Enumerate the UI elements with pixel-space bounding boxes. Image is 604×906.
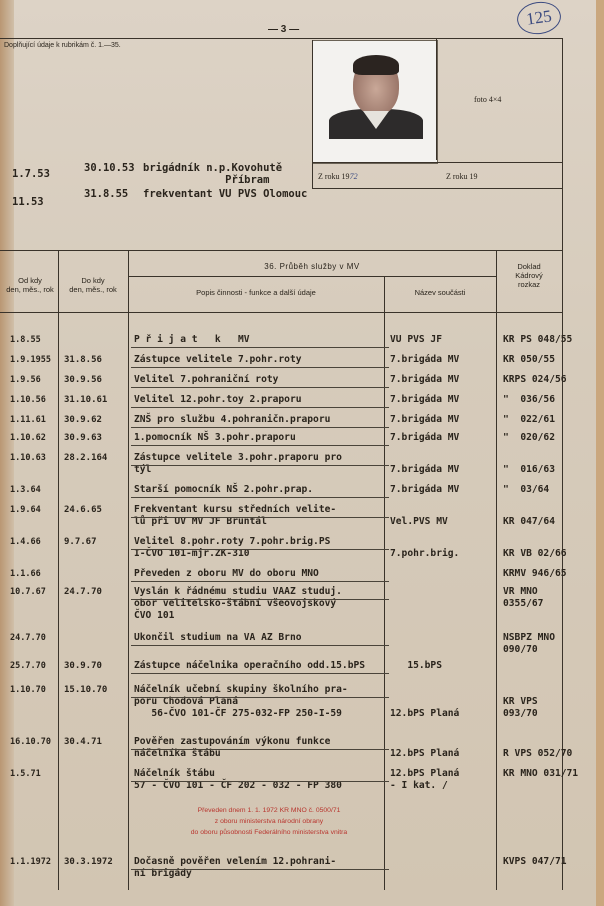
row-from: 1.10.70	[10, 685, 46, 695]
row-from: 1.1.1972	[10, 857, 51, 867]
row-from: 1.10.62	[10, 433, 46, 443]
row-document: KR VPS 093/70	[503, 696, 538, 719]
row-guide-line	[131, 673, 389, 674]
row-from: 1.9.64	[10, 505, 41, 515]
transfer-stamp-line: Převeden dnem 1. 1. 1972 KR MNO č. 0500/71	[197, 807, 341, 814]
row-document: " 020/62	[503, 432, 555, 443]
row-description: ZNŠ pro službu 4.pohraničn.praporu	[134, 414, 331, 425]
row-guide-line	[131, 445, 389, 446]
page-number: — 3 —	[268, 24, 300, 35]
year-row-rule	[312, 188, 562, 189]
row-from: 1.10.63	[10, 453, 46, 463]
row-unit: 7.brigáda MV	[390, 414, 460, 425]
row-from: 25.7.70	[10, 661, 46, 671]
row-unit: 7.brigáda MV	[390, 464, 460, 475]
row-description: Velitel 12.pohr.toy 2.praporu	[134, 394, 302, 405]
row-description: Velitel 7.pohraniční roty	[134, 374, 279, 385]
early-entry-text: brigádník n.p.Kovohutě Příbram	[143, 162, 283, 186]
row-guide-line	[131, 581, 389, 582]
header-sub-rule	[128, 276, 496, 277]
row-document: KR 050/55	[503, 354, 555, 365]
header-document: Doklad Kádrový rozkaz	[515, 262, 543, 289]
row-description: Zástupce velitele 7.pohr.roty	[134, 354, 302, 365]
header-to: Do kdy den, měs., rok	[69, 276, 117, 294]
service-table-top-rule	[0, 250, 562, 251]
row-description: Ukončil studium na VA AZ Brno	[134, 632, 302, 643]
row-to: 30.9.56	[64, 375, 102, 385]
row-document: KVPS 047/71	[503, 856, 567, 867]
row-description: Vyslán k řádnému studiu VAAZ studuj. obor velitelsko-štábní všeovojskový ČVO 101	[134, 586, 342, 621]
row-description: Dočasně pověřen velením 12.pohrani- ní brigády	[134, 856, 337, 879]
early-entry-text: frekventant VU PVS Olomouc	[143, 188, 308, 200]
row-guide-line	[131, 645, 389, 646]
row-unit: 7.brigáda MV	[390, 374, 460, 385]
row-guide-line	[131, 549, 389, 550]
row-to: 28.2.164	[64, 453, 108, 463]
row-document: " 022/61	[503, 414, 555, 425]
col-rule	[128, 250, 129, 890]
photo-left-rule	[312, 40, 313, 188]
transfer-stamp-line: do oboru působnosti Federálního ministerstva vnitra	[190, 829, 348, 836]
col-rule	[58, 250, 59, 890]
row-guide-line	[131, 599, 389, 600]
row-to: 24.7.70	[64, 587, 102, 597]
row-document: KRPS 024/56	[503, 374, 567, 385]
row-document: VR MNO 0355/67	[503, 586, 544, 609]
row-document: " 03/64	[503, 484, 550, 495]
row-document: KR PS 048/55	[503, 334, 573, 345]
row-description: Frekventant kursu středních velite- lů při UV MV JF Bruntál	[134, 504, 337, 527]
row-description: Starší pomocník NŠ 2.pohr.prap.	[134, 484, 314, 495]
row-description: Pověřen zastupováním výkonu funkce náčelníka štábu	[134, 736, 331, 759]
row-unit: 12.bPS Planá	[390, 748, 460, 759]
row-guide-line	[131, 869, 389, 870]
row-unit: 7.pohr.brig.	[390, 548, 460, 559]
row-to: 30.3.1972	[64, 857, 113, 867]
row-guide-line	[131, 387, 389, 388]
row-from: 1.5.71	[10, 769, 41, 779]
year-label-left: Z roku 1972	[318, 172, 358, 181]
row-description: Náčelník učební skupiny školního pra- poru Chodová Planá 56-ČVO 101-ČF 275-032-FP 250-I-59	[134, 684, 348, 719]
row-guide-line	[131, 697, 389, 698]
row-document: " 016/63	[503, 464, 555, 475]
row-document: " 036/56	[503, 394, 555, 405]
row-guide-line	[131, 749, 389, 750]
portrait-photo	[312, 40, 438, 164]
row-unit: 7.brigáda MV	[390, 432, 460, 443]
row-to: 9.7.67	[64, 537, 97, 547]
transfer-stamp-line: z oboru ministerstva národní obrany	[214, 818, 324, 825]
row-description: Zástupce velitele 3.pohr.praporu pro týl	[134, 452, 342, 475]
row-guide-line	[131, 427, 389, 428]
col-rule	[384, 276, 385, 890]
row-description: Velitel 8.pohr.roty 7.pohr.brig.PS I-ČVO 101-mjr.ZK-310	[134, 536, 331, 559]
header-bottom-rule	[0, 312, 562, 313]
row-guide-line	[131, 367, 389, 368]
header-from: Od kdy den, měs., rok	[6, 276, 54, 294]
row-guide-line	[131, 407, 389, 408]
row-from: 10.7.67	[10, 587, 46, 597]
row-guide-line	[131, 781, 389, 782]
row-unit: 12.bPS Planá	[390, 708, 460, 719]
row-document: KR VB 02/66	[503, 548, 567, 559]
row-from: 1.1.66	[10, 569, 41, 579]
row-to: 30.9.70	[64, 661, 102, 671]
row-unit: 7.brigáda MV	[390, 484, 460, 495]
row-to: 24.6.65	[64, 505, 102, 515]
row-description: Náčelník štábu 57 - ČVO 101 - ČF 202 - 032 - FP 380	[134, 768, 342, 791]
row-document: KR MNO 031/71	[503, 768, 579, 779]
row-from: 24.7.70	[10, 633, 46, 643]
row-unit: 15.bPS	[390, 660, 442, 671]
row-to: 31.10.61	[64, 395, 108, 405]
early-entry-from: 11.53	[12, 196, 44, 208]
row-guide-line	[131, 347, 389, 348]
row-from: 1.10.56	[10, 395, 46, 405]
row-from: 1.9.56	[10, 375, 41, 385]
photo-size-caption: foto 4×4	[474, 95, 502, 104]
header-unit: Název součásti	[414, 288, 466, 297]
row-unit: Vel.PVS MV	[390, 516, 448, 527]
row-document: NSBPZ MNO 090/70	[503, 632, 555, 655]
row-to: 30.4.71	[64, 737, 102, 747]
row-unit: 7.brigáda MV	[390, 394, 460, 405]
row-from: 1.11.61	[10, 415, 46, 425]
section-title: 36. Průběh služby v MV	[264, 262, 360, 271]
row-unit: VU PVS JF	[390, 334, 442, 345]
row-document: KR 047/64	[503, 516, 555, 527]
row-to: 31.8.56	[64, 355, 102, 365]
row-unit: 12.bPS Planá - I kat. /	[390, 768, 460, 791]
row-from: 1.3.64	[10, 485, 41, 495]
early-entry-to: 31.8.55	[84, 188, 129, 200]
row-description: P ř i j a t k MV	[134, 334, 250, 345]
early-entry-from: 1.7.53	[12, 168, 50, 180]
row-description: 1.pomocník NŠ 3.pohr.praporu	[134, 432, 296, 443]
early-entry-to: 30.10.53	[84, 162, 135, 174]
row-to: 30.9.62	[64, 415, 102, 425]
row-guide-line	[131, 517, 389, 518]
year-label-right: Z roku 19	[446, 172, 478, 181]
col-rule	[496, 250, 497, 890]
row-description: Zástupce náčelnika operačního odd.15.bPS	[134, 660, 366, 671]
header-description: Popis činnosti - funkce a další údaje	[196, 288, 316, 297]
row-from: 1.9.1955	[10, 355, 51, 365]
row-document: R VPS 052/70	[503, 748, 573, 759]
row-guide-line	[131, 497, 389, 498]
row-to: 15.10.70	[64, 685, 108, 695]
row-from: 1.8.55	[10, 335, 41, 345]
transfer-stamp	[139, 805, 399, 838]
row-to: 30.9.63	[64, 433, 102, 443]
photo-bottom-rule	[312, 162, 562, 163]
row-description: Převeden z oboru MV do oboru MNO	[134, 568, 319, 579]
row-from: 16.10.70	[10, 737, 51, 747]
hair-shape	[353, 55, 399, 75]
row-unit: 7.brigáda MV	[390, 354, 460, 365]
row-guide-line	[131, 465, 389, 466]
row-document: KRMV 946/65	[503, 568, 567, 579]
top-note: Doplňující údaje k rubrikám č. 1.—35.	[4, 42, 121, 49]
handwritten-sheet-number: 125	[515, 0, 563, 37]
row-from: 1.4.66	[10, 537, 41, 547]
